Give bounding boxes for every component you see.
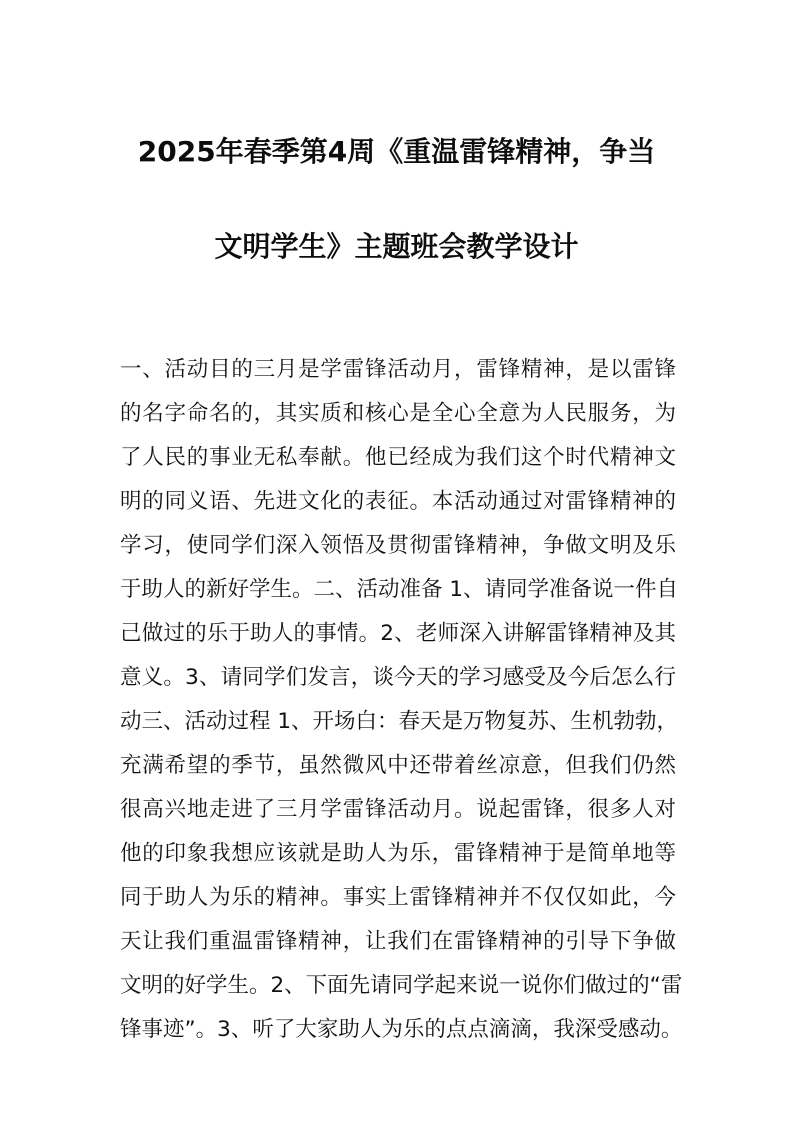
body-line: 的名字命名的，其实质和核心是全心全意为人民服务，为: [120, 401, 676, 426]
document-title-line-1: 2025年春季第4周《重温雷锋精神，争当: [137, 135, 656, 168]
body-line: 学习，使同学们深入领悟及贯彻雷锋精神，争做文明及乐: [120, 533, 676, 558]
document-title-line-2: 文明学生》主题班会教学设计: [214, 230, 579, 263]
body-line: 一、活动目的三月是学雷锋活动月，雷锋精神，是以雷锋: [120, 357, 676, 382]
body-line: 意义。3、请同学们发言，谈今天的学习感受及今后怎么行: [120, 665, 676, 690]
body-line: 于助人的新好学生。二、活动准备 1、请同学准备说一件自: [120, 577, 679, 602]
body-line: 了人民的事业无私奉献。他已经成为我们这个时代精神文: [120, 445, 676, 470]
body-line: 他的印象我想应该就是助人为乐，雷锋精神于是简单地等: [120, 841, 676, 866]
body-line: 己做过的乐于助人的事情。2、老师深入讲解雷锋精神及其: [120, 621, 676, 646]
body-line: 文明的好学生。2、下面先请同学起来说一说你们做过的“雷: [120, 973, 683, 998]
body-line: 锋事迹”。3、听了大家助人为乐的点点滴滴，我深受感动。: [120, 1017, 683, 1042]
body-line: 充满希望的季节，虽然微风中还带着丝凉意，但我们仍然: [120, 753, 676, 778]
body-line: 同于助人为乐的精神。事实上雷锋精神并不仅仅如此，今: [120, 885, 676, 910]
document-body: [120, 348, 683, 1052]
body-line: 动三、活动过程 1、开场白：春天是万物复苏、生机勃勃，: [120, 709, 679, 734]
body-line: 天让我们重温雷锋精神，让我们在雷锋精神的引导下争做: [120, 929, 676, 954]
body-line: 明的同义语、先进文化的表征。本活动通过对雷锋精神的: [120, 489, 676, 514]
body-line: 很高兴地走进了三月学雷锋活动月。说起雷锋，很多人对: [120, 797, 676, 822]
